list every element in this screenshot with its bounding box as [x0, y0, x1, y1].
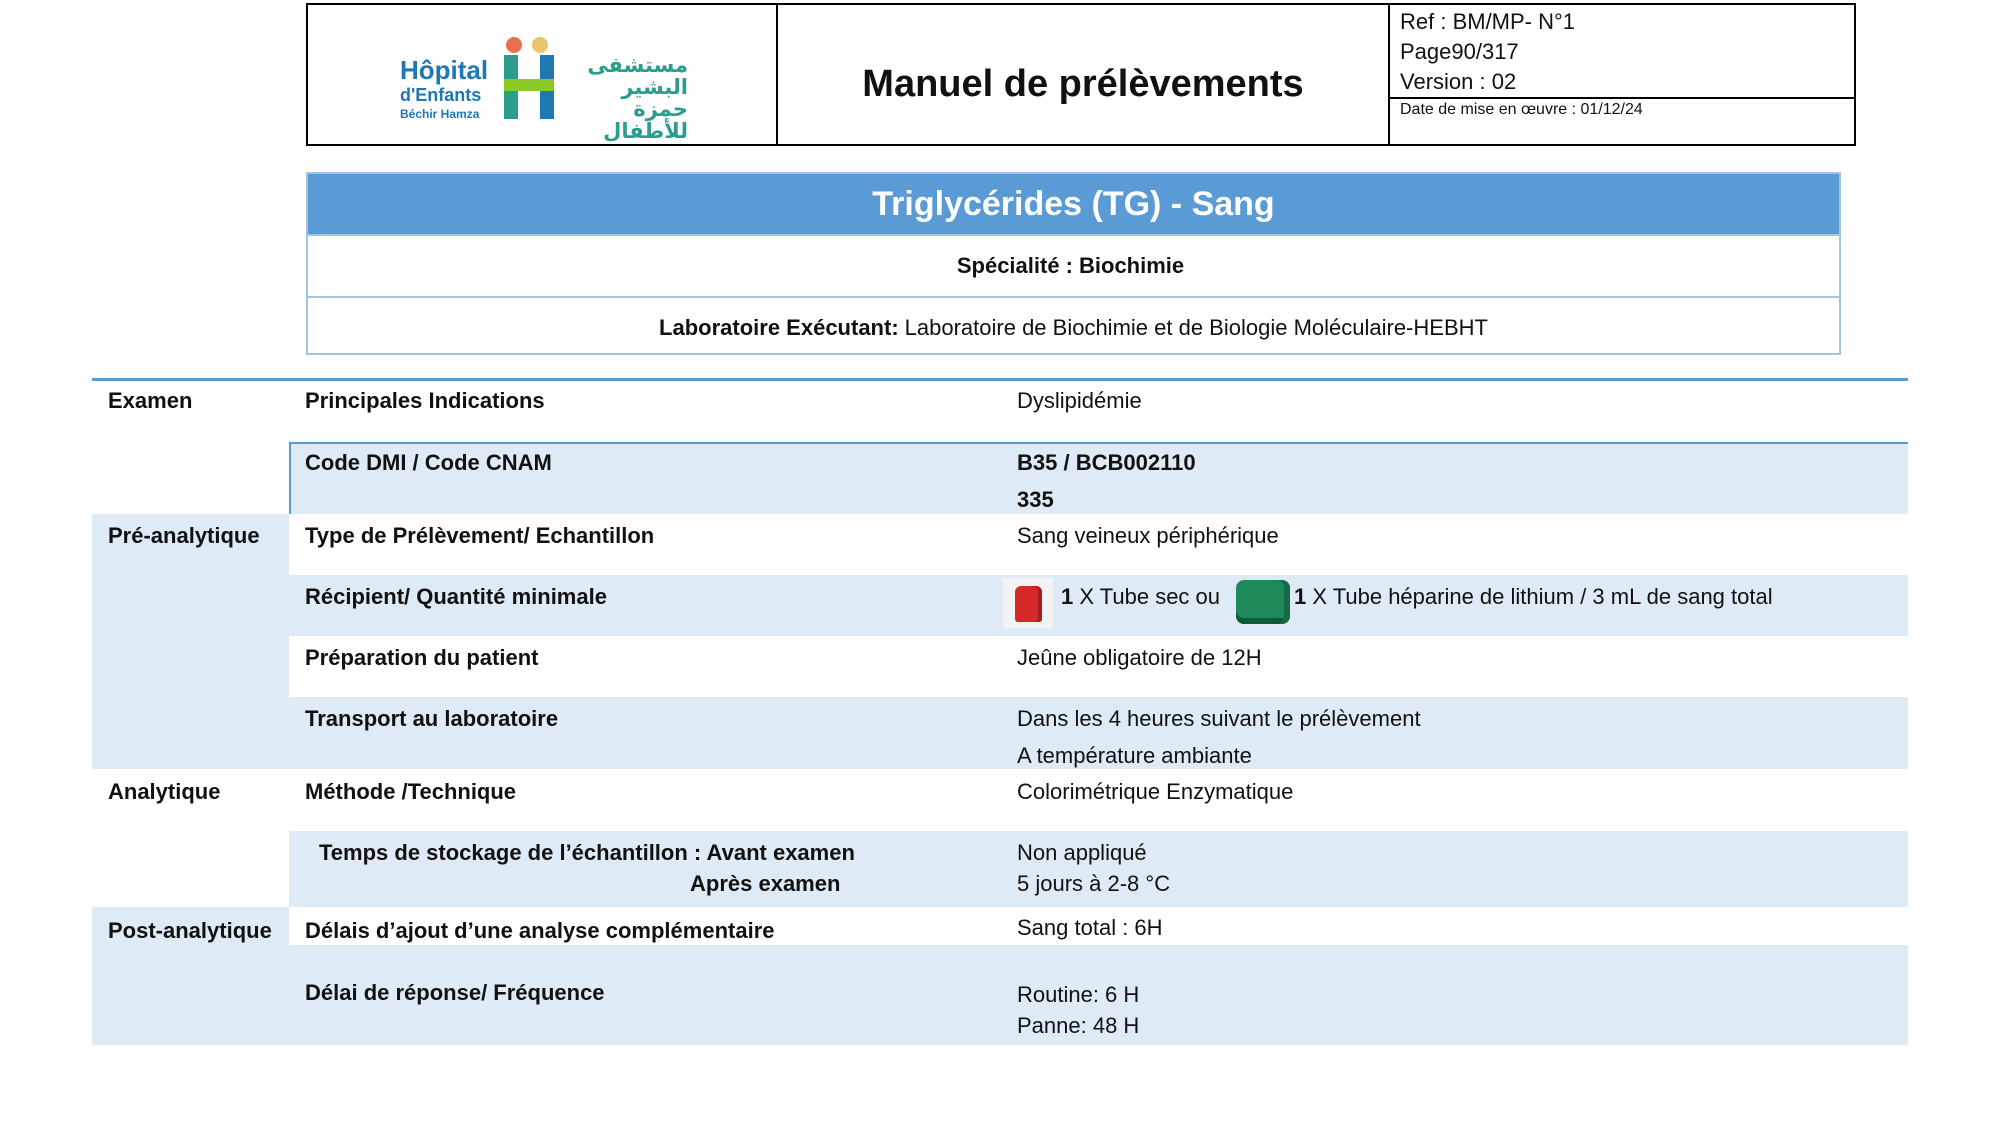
logo-arabic-text — [570, 55, 688, 143]
row-label: Récipient/ Quantité minimale — [305, 584, 607, 609]
category-analytique: Analytique — [108, 779, 221, 804]
logo-h-icon — [500, 35, 560, 121]
row-label: Délais d’ajout d’une analyse complémentaire — [305, 918, 775, 943]
table-top-line — [92, 378, 1908, 381]
specialite-value: Biochimie — [1079, 253, 1185, 278]
row-value: Sang veineux périphérique — [1017, 523, 1279, 548]
recipient-text-2 — [1294, 584, 1773, 610]
row-value: Jeûne obligatoire de 12H — [1017, 645, 1262, 670]
row-label: Type de Prélèvement/ Echantillon — [305, 523, 655, 548]
cat-shade-pre — [92, 514, 289, 769]
document-title: Manuel de prélèvements — [862, 63, 1304, 105]
logo-ar-line-3: للأطفال — [603, 120, 688, 143]
logo-ar-line-1: مستشفى — [587, 54, 688, 77]
row-value: A température ambiante — [1017, 743, 1252, 768]
test-name: Triglycérides (TG) - Sang — [308, 174, 1839, 234]
row-label: Après examen — [690, 871, 841, 896]
row-value: 5 jours à 2-8 °C — [1017, 871, 1171, 896]
red-tube-icon — [1003, 578, 1053, 628]
category-examen: Examen — [108, 388, 193, 413]
ref-text: Ref : BM/MP- N°1 — [1400, 9, 1576, 34]
header-title-cell — [778, 5, 1390, 144]
row-label: Temps de stockage de l’échantillon : Avant examen — [319, 840, 855, 865]
laboratoire-row — [308, 296, 1839, 358]
row-value: Non appliqué — [1017, 840, 1147, 865]
row-value: 335 — [1017, 487, 1054, 512]
date-text: Date de mise en œuvre : 01/12/24 — [1400, 101, 1643, 118]
page-number: Page90/317 — [1400, 39, 1519, 64]
hospital-logo — [308, 5, 778, 144]
category-pre-analytique: Pré-analytique — [108, 523, 260, 548]
laboratoire-value: Laboratoire de Biochimie et de Biologie Moléculaire-HEBHT — [904, 315, 1488, 340]
row-value: B35 / BCB002110 — [1017, 450, 1196, 475]
row-value: Sang total : 6H — [1017, 915, 1163, 940]
code-row-top-border — [289, 442, 1908, 444]
version-text: Version : 02 — [1400, 69, 1517, 94]
row-value: Routine: 6 H — [1017, 982, 1140, 1007]
green-tube-icon — [1234, 578, 1292, 628]
logo-french-text — [400, 57, 488, 120]
code-row-left-border — [289, 442, 291, 514]
header-meta — [1390, 5, 1854, 144]
text-1: X Tube sec ou — [1073, 584, 1221, 609]
qty-2: 1 — [1294, 584, 1307, 609]
row-label: Code DMI / Code CNAM — [305, 450, 552, 475]
category-post-analytique: Post-analytique — [108, 918, 272, 943]
row-label: Méthode /Technique — [305, 779, 517, 804]
logo-line-3: Béchir Hamza — [400, 107, 480, 121]
qty-1: 1 — [1061, 584, 1074, 609]
specialite-row — [308, 234, 1839, 296]
specialite-label: Spécialité : — [956, 253, 1073, 278]
row-label: Transport au laboratoire — [305, 706, 559, 731]
laboratoire-label: Laboratoire Exécutant: — [659, 315, 899, 340]
logo-line-1: Hôpital — [400, 55, 489, 85]
row-value: Panne: 48 H — [1017, 1013, 1140, 1038]
row-label: Principales Indications — [305, 388, 545, 413]
test-title-box — [306, 172, 1841, 355]
document-header — [306, 3, 1856, 146]
row-value: Dyslipidémie — [1017, 388, 1142, 413]
logo-line-2: d'Enfants — [400, 85, 482, 105]
row-value: Colorimétrique Enzymatique — [1017, 779, 1294, 804]
text-2: X Tube héparine de lithium / 3 mL de sang total — [1306, 584, 1773, 609]
logo-ar-line-2: البشير حمزة — [621, 76, 688, 121]
recipient-text-1 — [1061, 584, 1220, 610]
row-label: Délai de réponse/ Fréquence — [305, 980, 605, 1005]
row-value: Dans les 4 heures suivant le prélèvement — [1017, 706, 1421, 731]
row-label: Préparation du patient — [305, 645, 539, 670]
meta-info — [1390, 5, 1854, 99]
